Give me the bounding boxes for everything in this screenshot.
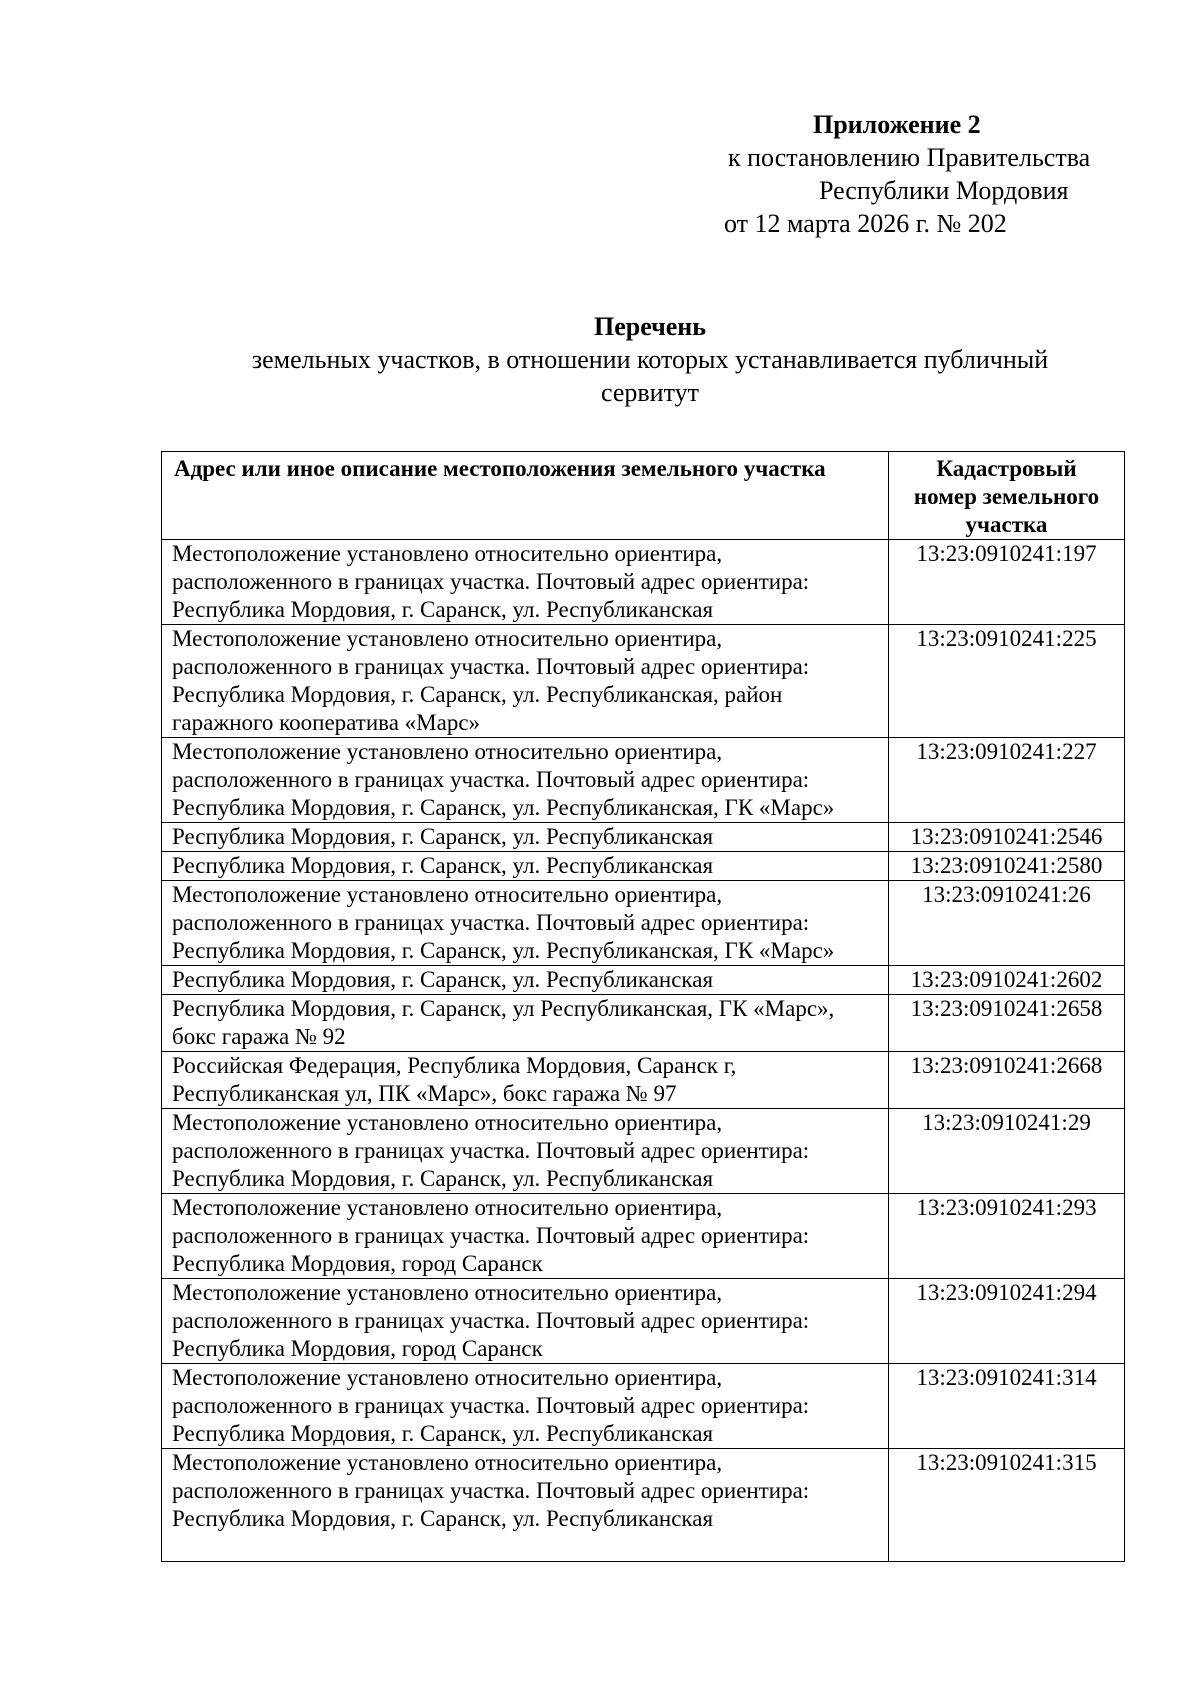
appendix-title: Приложение 2: [813, 110, 981, 139]
appendix-line-4: от 12 марта 2026 г. № 202: [724, 209, 1007, 238]
cell-cadastral-number: 13:23:0910241:197: [889, 540, 1125, 625]
cell-address: Республика Мордовия, г. Саранск, ул Республиканская, ГК «Марс», бокс гаража № 92: [162, 995, 889, 1052]
table-header-row: [162, 452, 1125, 540]
cell-address: Республика Мордовия, г. Саранск, ул. Республиканская: [162, 823, 889, 852]
cell-cadastral-number: 13:23:0910241:2580: [889, 852, 1125, 881]
table-row: [162, 1364, 1125, 1449]
cell-address: Местоположение установлено относительно ориентира, расположенного в границах участка. Почтовый адрес ориентира: Республика Мордовия, г. Саранск, ул. Республиканская, ГК «Марс»: [162, 881, 889, 966]
appendix-header: [640, 108, 1160, 240]
table-body: [162, 540, 1125, 1562]
cell-address: Местоположение установлено относительно ориентира, расположенного в границах участка. Почтовый адрес ориентира: Республика Мордовия, город Саранск: [162, 1279, 889, 1364]
cell-cadastral-number: 13:23:0910241:227: [889, 738, 1125, 823]
cell-address: Местоположение установлено относительно ориентира, расположенного в границах участка. Почтовый адрес ориентира: Республика Мордовия, г. Саранск, ул. Республиканская: [162, 1364, 889, 1449]
cell-address: Местоположение установлено относительно ориентира, расположенного в границах участка. Почтовый адрес ориентира: Республика Мордовия, г. Саранск, ул. Республиканская, район гаражного кооператива «Марс»: [162, 625, 889, 738]
table-row: [162, 852, 1125, 881]
table-row: [162, 881, 1125, 966]
land-plots-table: [161, 451, 1125, 1562]
table-row: [162, 995, 1125, 1052]
cell-cadastral-number: 13:23:0910241:2602: [889, 966, 1125, 995]
document-title: Перечень: [593, 312, 707, 341]
cell-address: Местоположение установлено относительно ориентира, расположенного в границах участка. Почтовый адрес ориентира: Республика Мордовия, г. Саранск, ул. Республиканская: [162, 1109, 889, 1194]
appendix-line-2: к постановлению Правительства: [728, 143, 1091, 172]
cell-cadastral-number: 13:23:0910241:293: [889, 1194, 1125, 1279]
cell-cadastral-number: 13:23:0910241:315: [889, 1449, 1125, 1562]
cell-address: Местоположение установлено относительно ориентира, расположенного в границах участка. Почтовый адрес ориентира: Республика Мордовия, г. Саранск, ул. Республиканская: [162, 1449, 889, 1562]
table-row: [162, 1194, 1125, 1279]
table-row: [162, 1279, 1125, 1364]
cell-address: Местоположение установлено относительно ориентира, расположенного в границах участка. Почтовый адрес ориентира: Республика Мордовия, город Саранск: [162, 1194, 889, 1279]
table-row: [162, 738, 1125, 823]
table-row: [162, 540, 1125, 625]
cell-cadastral-number: 13:23:0910241:314: [889, 1364, 1125, 1449]
appendix-line-3: Республики Мордовия: [819, 176, 1069, 205]
document-heading: [160, 310, 1140, 409]
cell-address: Республика Мордовия, г. Саранск, ул. Республиканская: [162, 852, 889, 881]
document-subtitle: земельных участков, в отношении которых устанавливается публичный сервитут: [251, 345, 1049, 407]
cell-address: Республика Мордовия, г. Саранск, ул. Республиканская: [162, 966, 889, 995]
table-row: [162, 1109, 1125, 1194]
table-row: [162, 966, 1125, 995]
cell-cadastral-number: 13:23:0910241:225: [889, 625, 1125, 738]
cell-cadastral-number: 13:23:0910241:2546: [889, 823, 1125, 852]
cell-cadastral-number: 13:23:0910241:26: [889, 881, 1125, 966]
header-address: Адрес или иное описание местоположения земельного участка: [162, 452, 889, 540]
cell-address: Местоположение установлено относительно ориентира, расположенного в границах участка. Почтовый адрес ориентира: Республика Мордовия, г. Саранск, ул. Республиканская: [162, 540, 889, 625]
cell-address: Российская Федерация, Республика Мордовия, Саранск г, Республиканская ул, ПК «Марс», бокс гаража № 97: [162, 1052, 889, 1109]
cell-cadastral-number: 13:23:0910241:2658: [889, 995, 1125, 1052]
cell-cadastral-number: 13:23:0910241:2668: [889, 1052, 1125, 1109]
cell-cadastral-number: 13:23:0910241:294: [889, 1279, 1125, 1364]
cell-cadastral-number: 13:23:0910241:29: [889, 1109, 1125, 1194]
table-row: [162, 625, 1125, 738]
header-cadastral: Кадастровый номер земельного участка: [889, 452, 1125, 540]
table-row: [162, 1449, 1125, 1562]
cell-address: Местоположение установлено относительно ориентира, расположенного в границах участка. Почтовый адрес ориентира: Республика Мордовия, г. Саранск, ул. Республиканская, ГК «Марс»: [162, 738, 889, 823]
table-row: [162, 823, 1125, 852]
table-row: [162, 1052, 1125, 1109]
